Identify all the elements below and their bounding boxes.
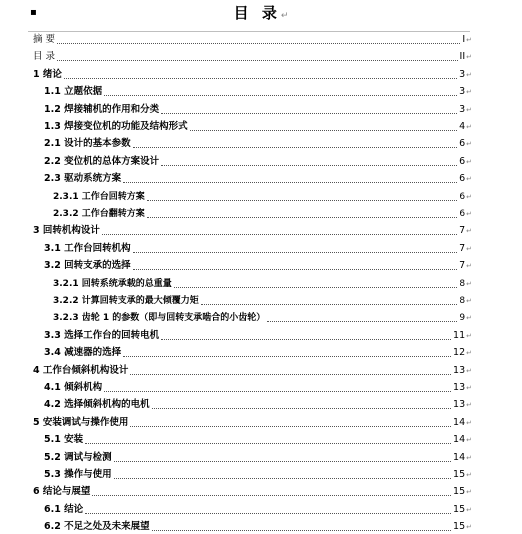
paragraph-mark-icon: ↵	[466, 175, 472, 184]
toc-entry[interactable]	[0, 256, 522, 272]
dot-leader	[114, 461, 451, 462]
toc-entry[interactable]	[0, 221, 522, 237]
toc-entry-label: 5 安装调试与操作使用	[33, 416, 129, 428]
toc-title	[0, 3, 522, 26]
dot-leader	[123, 182, 457, 183]
toc-entry-page: 14	[453, 416, 466, 428]
toc-entry[interactable]	[0, 187, 522, 203]
paragraph-mark-icon: ↵	[466, 297, 472, 305]
dot-leader	[161, 113, 457, 114]
toc-entry[interactable]	[0, 361, 522, 377]
dot-leader	[174, 287, 458, 288]
dot-leader	[190, 130, 457, 131]
toc-entry-page: 13	[453, 364, 466, 376]
toc-entry-label: 摘 要	[33, 34, 56, 45]
dot-leader	[64, 78, 457, 79]
dot-leader	[114, 478, 451, 479]
paragraph-mark-icon: ↵	[466, 505, 472, 514]
paragraph-mark-icon: ↵	[466, 471, 472, 479]
toc-entry-label: 5.1 安装	[44, 434, 84, 446]
toc-entry-label: 1.1 立题依据	[44, 86, 103, 98]
dot-leader	[133, 147, 457, 148]
toc-entry-page: 11	[453, 329, 466, 341]
toc-entry-page: 3	[459, 68, 466, 80]
dot-leader	[161, 165, 457, 166]
dot-leader	[161, 339, 451, 340]
toc-entry-label: 4 工作台倾斜机构设计	[33, 364, 129, 376]
toc-entry-page: 6	[459, 191, 466, 202]
paragraph-mark-icon: ↵	[280, 11, 289, 21]
toc-entry[interactable]	[0, 274, 522, 290]
toc-entry-label: 3.3 选择工作台的回转电机	[44, 329, 160, 341]
toc-entry-page: 15	[453, 469, 466, 480]
dot-leader	[57, 60, 457, 61]
toc-entry[interactable]	[0, 30, 522, 46]
toc-entry-label: 1 绪论	[33, 68, 62, 80]
toc-entry-label: 2.3.1 工作台回转方案	[53, 191, 145, 202]
paragraph-mark-icon: ↵	[466, 192, 472, 201]
toc-entry-page: II	[459, 51, 466, 63]
toc-entry-page: 9	[459, 313, 466, 324]
paragraph-mark-icon: ↵	[466, 244, 472, 253]
toc-entry-page: 14	[453, 434, 466, 446]
toc-entry[interactable]	[0, 291, 522, 307]
paragraph-mark-icon: ↵	[466, 70, 472, 79]
toc-entry-label: 1.3 焊接变位机的功能及结构形式	[44, 121, 188, 132]
toc-entry-label: 1.2 焊接辅机的作用和分类	[44, 103, 160, 115]
toc-entry[interactable]	[0, 326, 522, 342]
toc-entry[interactable]	[0, 82, 522, 98]
toc-entry-label: 6.2 不足之处及未来展望	[44, 521, 150, 533]
toc-entry-page: 15	[453, 503, 466, 515]
paragraph-mark-icon: ↵	[466, 53, 472, 62]
toc-entry-label: 3.2.3 齿轮 1 的参数（即与回转支承啮合的小齿轮）	[53, 313, 266, 324]
toc-entry[interactable]	[0, 100, 522, 116]
paragraph-mark-icon: ↵	[466, 123, 472, 131]
paragraph-mark-icon: ↵	[466, 436, 472, 445]
toc-entry[interactable]	[0, 517, 522, 533]
dot-leader	[123, 356, 451, 357]
paragraph-mark-icon: ↵	[466, 384, 472, 392]
dot-leader	[92, 495, 451, 496]
toc-entry-label: 6 结论与展望	[33, 486, 91, 498]
toc-entry-page: 6	[459, 155, 466, 167]
toc-entry[interactable]	[0, 65, 522, 81]
toc-entry-label: 4.2 选择倾斜机构的电机	[44, 399, 150, 411]
toc-entry-page: 8	[459, 296, 466, 306]
toc-entry-label: 5.2 调试与检测	[44, 451, 112, 463]
bullet-mark: ▪	[30, 7, 37, 18]
toc-entry[interactable]	[0, 395, 522, 411]
toc-entry-label: 3.2.1 回转系统承载的总重量	[53, 278, 172, 289]
paragraph-mark-icon: ↵	[466, 418, 472, 427]
dot-leader	[133, 252, 457, 253]
toc-entry-page: 15	[453, 486, 466, 498]
dot-leader	[102, 234, 457, 235]
toc-entry[interactable]	[0, 169, 522, 185]
dot-leader	[104, 95, 457, 96]
toc-entry-page: 15	[453, 521, 466, 533]
dot-leader	[267, 321, 457, 322]
paragraph-mark-icon: ↵	[466, 349, 472, 358]
toc-entry-label: 5.3 操作与使用	[44, 469, 112, 480]
toc-entry-page: 3	[459, 86, 466, 98]
dot-leader	[147, 217, 458, 218]
dot-leader	[152, 408, 451, 409]
paragraph-mark-icon: ↵	[466, 488, 472, 497]
toc-entry-page: 8	[459, 278, 466, 289]
paragraph-mark-icon: ↵	[466, 36, 472, 44]
toc-entry[interactable]	[0, 47, 522, 63]
toc-entry[interactable]	[0, 134, 522, 150]
toc-entry-label: 2.3.2 工作台翻转方案	[53, 209, 145, 219]
toc-entry-page: 4	[459, 121, 466, 132]
toc-entry-page: I	[462, 34, 466, 45]
toc-entry-label: 3.2.2 计算回转支承的最大倾覆力矩	[53, 296, 199, 306]
toc-entry-label: 3.1 工作台回转机构	[44, 242, 131, 254]
toc-entry-page: 7	[459, 225, 466, 237]
toc-entry[interactable]	[0, 430, 522, 446]
toc-entry-label: 2.1 设计的基本参数	[44, 138, 131, 150]
toc-entry-page: 3	[459, 103, 466, 115]
toc-entry-page: 6	[459, 173, 466, 185]
toc-entry-label: 2.3 驱动系统方案	[44, 173, 122, 185]
toc-entry-page: 6	[459, 138, 466, 150]
dot-leader	[152, 530, 451, 531]
dot-leader	[133, 269, 457, 270]
toc-entry-label: 3 回转机构设计	[33, 225, 100, 237]
paragraph-mark-icon: ↵	[466, 140, 472, 149]
toc-entry-label: 2.2 变位机的总体方案设计	[44, 155, 160, 167]
toc-title-text: 目 录	[233, 4, 281, 22]
toc-entry-page: 7	[459, 242, 466, 254]
toc-entry-page: 13	[453, 382, 466, 393]
toc-entry[interactable]	[0, 413, 522, 429]
dot-leader	[147, 200, 458, 201]
toc-entry-label: 4.1 倾斜机构	[44, 382, 103, 393]
dot-leader	[201, 304, 458, 305]
toc-entry[interactable]	[0, 465, 522, 481]
toc-entry[interactable]	[0, 204, 522, 220]
dot-leader	[85, 443, 451, 444]
toc-entry-page: 13	[453, 399, 466, 411]
toc-entry-page: 6	[459, 209, 466, 219]
toc-entry[interactable]	[0, 117, 522, 133]
paragraph-mark-icon: ↵	[466, 210, 472, 218]
toc-entry-label: 3.2 回转支承的选择	[44, 260, 131, 272]
paragraph-mark-icon: ↵	[466, 157, 472, 166]
paragraph-mark-icon: ↵	[466, 227, 472, 236]
toc-entry[interactable]	[0, 500, 522, 516]
dot-leader	[104, 391, 451, 392]
toc-entry-page: 12	[453, 347, 466, 359]
paragraph-mark-icon: ↵	[466, 523, 472, 532]
dot-leader	[85, 513, 451, 514]
toc-entry[interactable]	[0, 343, 522, 359]
paragraph-mark-icon: ↵	[466, 105, 472, 114]
toc-entry-label: 目 录	[33, 51, 56, 63]
paragraph-mark-icon: ↵	[466, 279, 472, 288]
toc-entry-page: 7	[459, 260, 466, 272]
paragraph-mark-icon: ↵	[466, 401, 472, 410]
paragraph-mark-icon: ↵	[466, 314, 472, 323]
toc-entry[interactable]	[0, 308, 522, 324]
paragraph-mark-icon: ↵	[466, 331, 472, 340]
dot-leader	[57, 43, 460, 44]
paragraph-mark-icon: ↵	[466, 453, 472, 462]
dot-leader	[130, 374, 451, 375]
toc-entry[interactable]	[0, 239, 522, 255]
toc-entry[interactable]	[0, 152, 522, 168]
toc-entry[interactable]	[0, 482, 522, 498]
toc-entry[interactable]	[0, 378, 522, 394]
paragraph-mark-icon: ↵	[466, 262, 472, 271]
paragraph-mark-icon: ↵	[466, 88, 472, 97]
dot-leader	[130, 426, 451, 427]
toc-entry-label: 6.1 结论	[44, 503, 84, 515]
toc-entry-label: 3.4 减速器的选择	[44, 347, 122, 359]
paragraph-mark-icon: ↵	[466, 366, 472, 375]
toc-entry[interactable]	[0, 448, 522, 464]
toc-entry-page: 14	[453, 451, 466, 463]
